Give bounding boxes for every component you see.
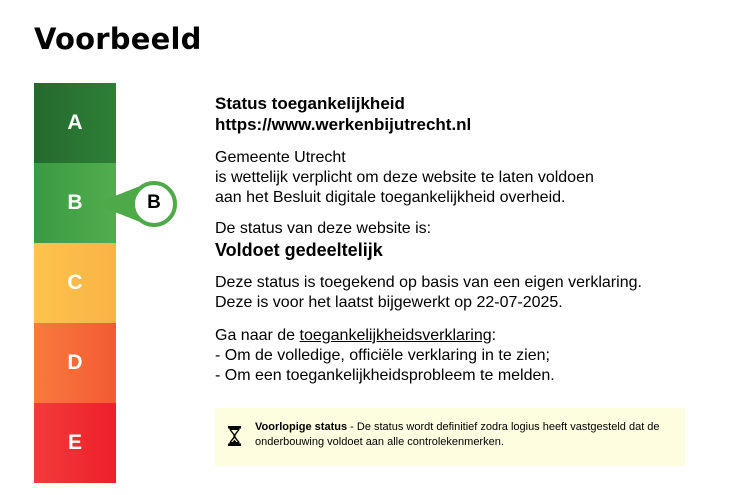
scale-label-e: E (67, 431, 82, 454)
obligation-line: aan het Besluit digitale toegankelijkheid overheid. (215, 189, 566, 206)
status-block (215, 219, 695, 261)
goto-suffix: : (491, 327, 497, 344)
basis-line: Deze status is toegekend op basis van een eigen verklaring. (215, 274, 642, 291)
accessibility-statement-link[interactable]: toegankelijkheidsverklaring (299, 327, 492, 344)
goto-prefix: Ga naar de (215, 327, 300, 344)
organisation-text (215, 148, 695, 208)
scale-band-a (34, 83, 116, 163)
goto-block (215, 326, 695, 386)
scale-band-c (34, 243, 116, 323)
status-info (215, 93, 695, 386)
page-title: Voorbeeld (34, 22, 202, 56)
basis-block (215, 273, 695, 313)
status-intro: De status van deze website is: (215, 220, 432, 237)
accessibility-scale (34, 83, 116, 483)
website-url: https://www.werkenbijutrecht.nl (215, 115, 472, 134)
current-grade-label: B (147, 192, 161, 213)
scale-label-a: A (67, 111, 83, 134)
obligation-line: is wettelijk verplicht om deze website te laten voldoen (215, 169, 594, 186)
hourglass-icon (228, 426, 241, 446)
notice-bold: Voorlopige status (255, 421, 348, 433)
scale-band-e (34, 403, 116, 483)
notice-text (255, 420, 675, 450)
bullet-item: - Om de volledige, officiële verklaring in te zien; (215, 347, 550, 364)
notice-body: - De status wordt definitief zodra logius heeft vastgesteld dat de onderbouwing voldoet aan alle controlekenmerken. (255, 421, 660, 448)
updated-line: Deze is voor het laatst bijgewerkt op 22-07-2025. (215, 294, 563, 311)
scale-label-b: B (67, 191, 83, 214)
status-value: Voldoet gedeeltelijk (215, 240, 383, 260)
scale-label-d: D (67, 351, 83, 374)
goto-line (215, 326, 695, 346)
provisional-notice (215, 408, 685, 466)
organisation-name: Gemeente Utrecht (215, 149, 346, 166)
status-heading: Status toegankelijkheid (215, 94, 405, 113)
scale-label-c: C (67, 271, 83, 294)
bullet-item: - Om een toegankelijkheidsprobleem te melden. (215, 367, 555, 384)
scale-band-d (34, 323, 116, 403)
